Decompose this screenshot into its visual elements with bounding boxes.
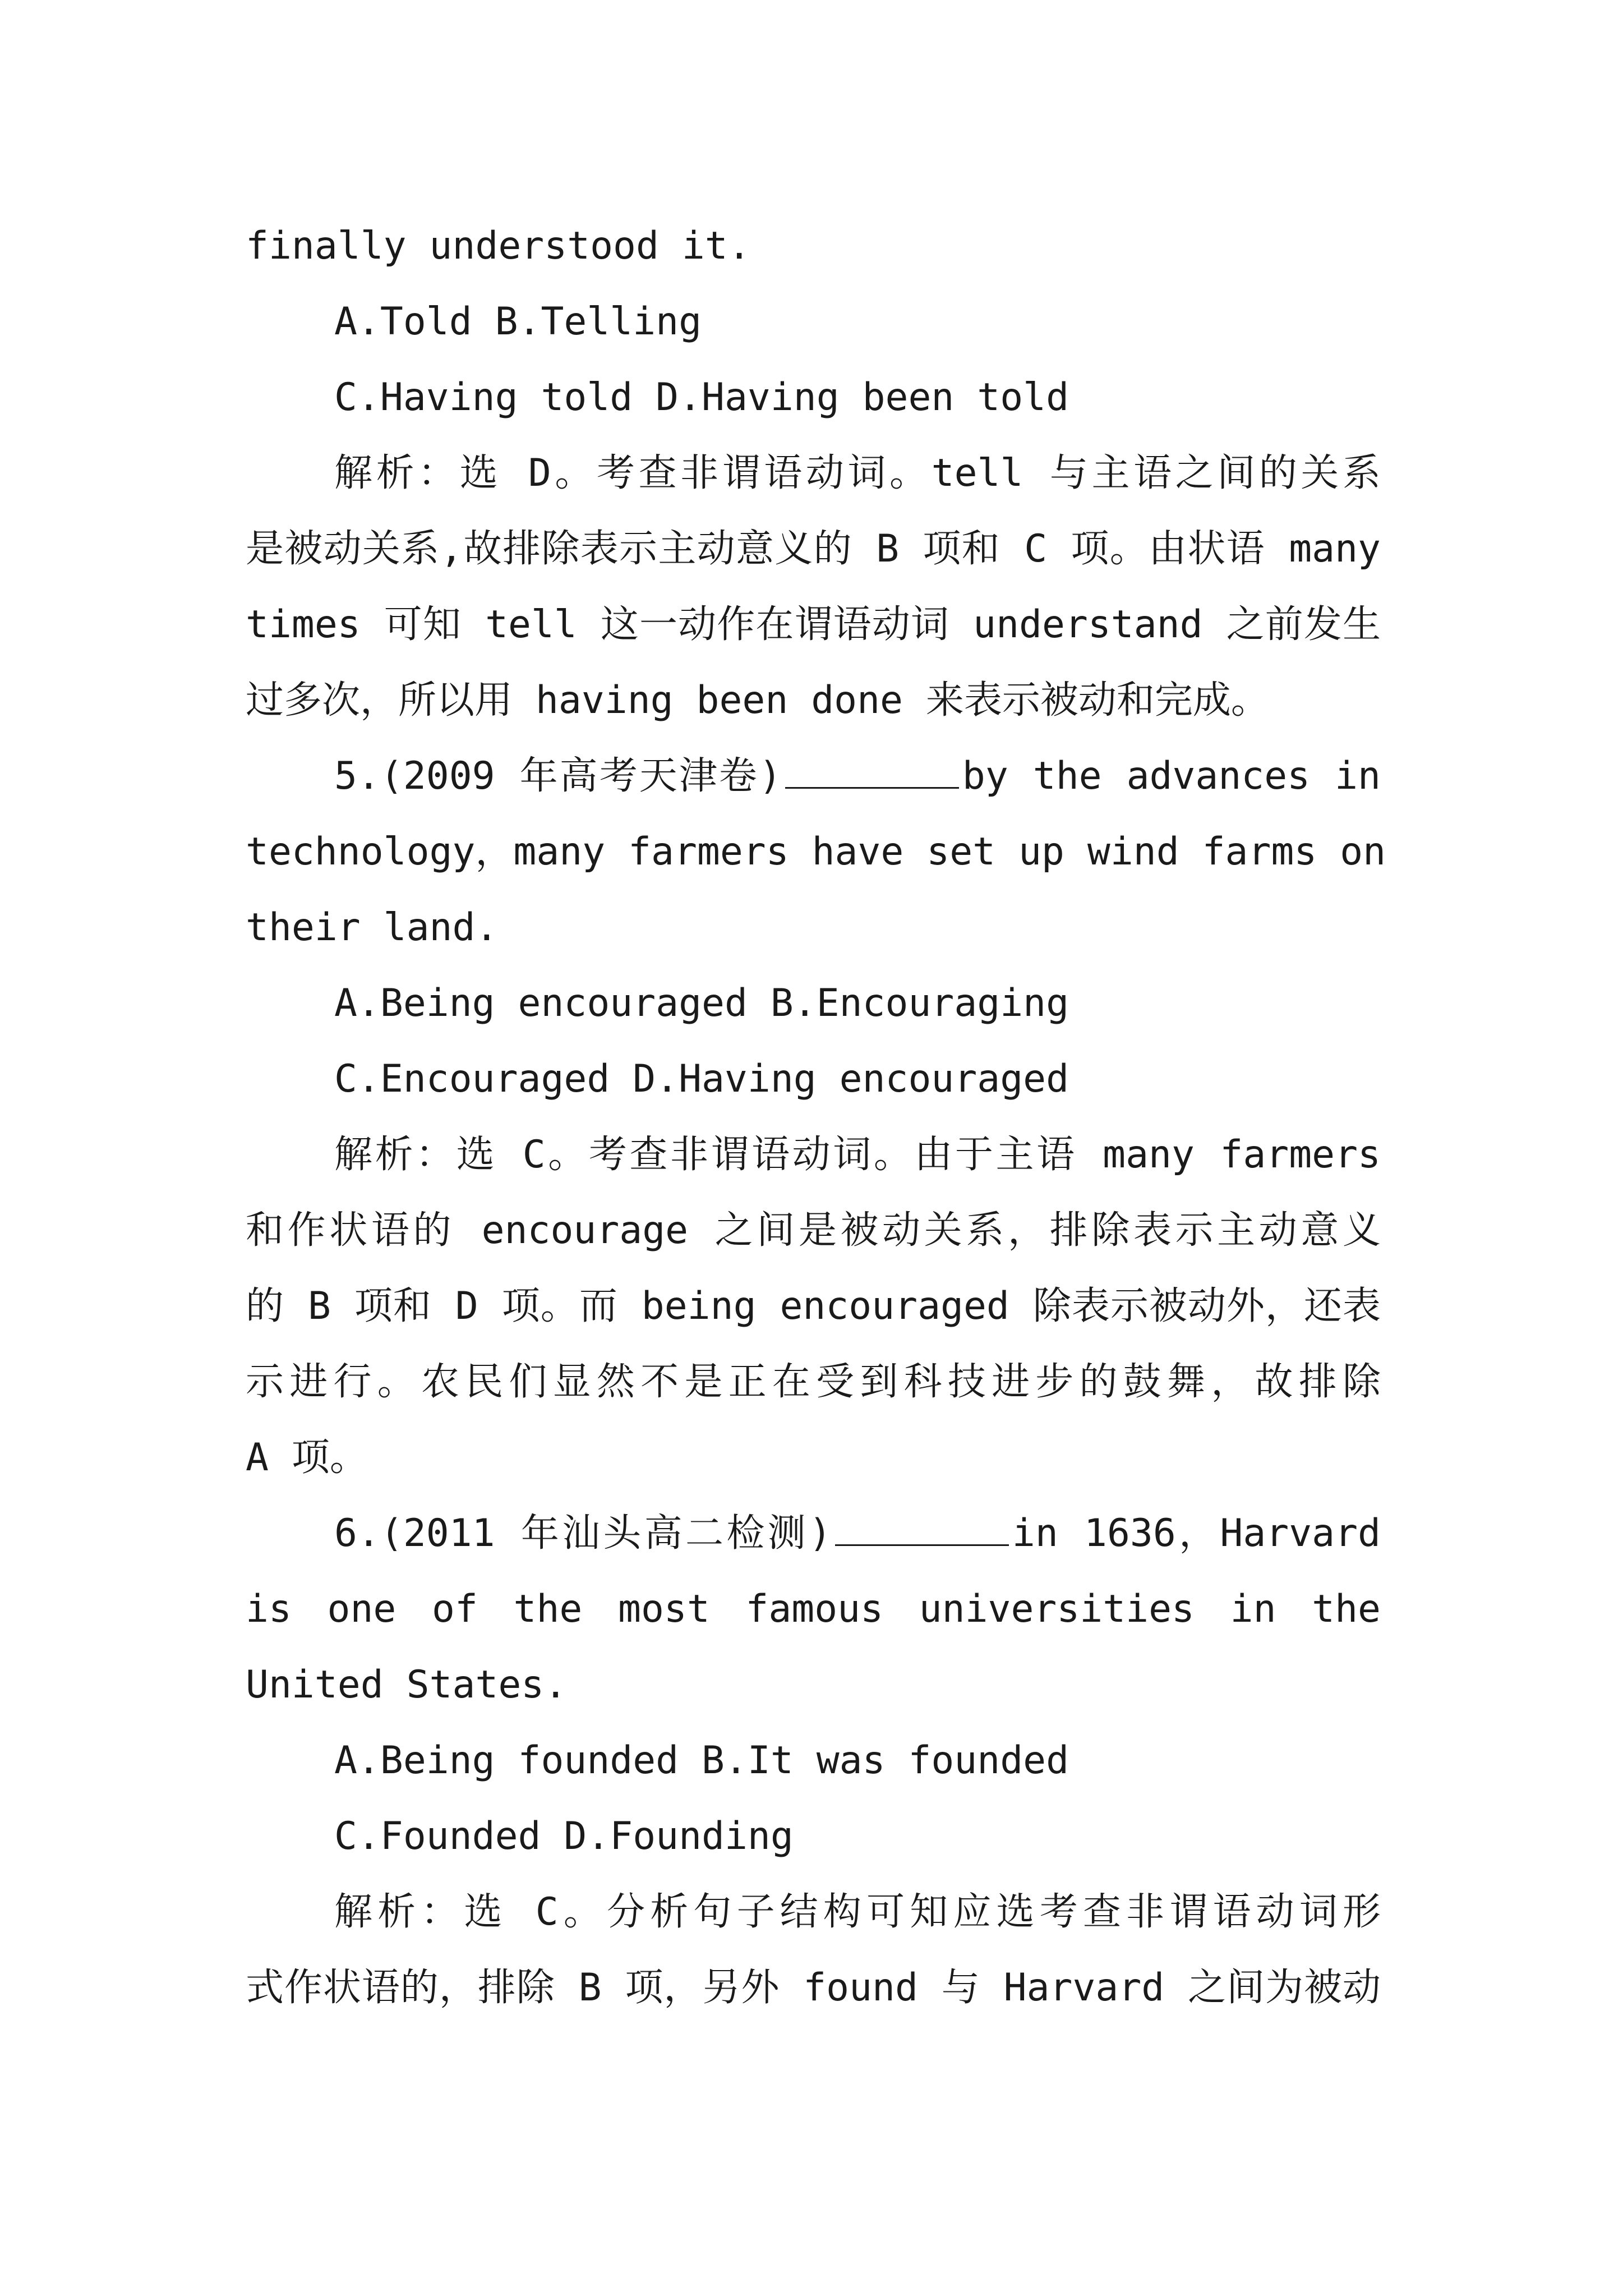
q5-options-cd: C.Encouraged D.Having encouraged — [334, 1057, 1069, 1101]
q4-options-ab: A.Told B.Telling — [334, 300, 702, 344]
q6-stem-rest: in 1636，Harvard — [1012, 1511, 1381, 1556]
q5-answer-blank — [785, 781, 959, 789]
q5-analysis-line-4: 示进行。农民们显然不是正在受到科技进步的鼓舞，故排除 — [246, 1360, 1381, 1404]
q6-analysis-line-1: 解析：选 C。分析句子结构可知应选考查非谓语动词形 — [334, 1890, 1381, 1934]
q5-stem-line-2: technology，many farmers have set up wind farms on — [246, 830, 1386, 874]
q6-options-cd: C.Founded D.Founding — [334, 1814, 794, 1858]
q5-options-ab: A.Being encouraged B.Encouraging — [334, 981, 1069, 1025]
q5-analysis-line-5: A 项。 — [246, 1435, 368, 1480]
q6-stem-line-1 — [334, 1511, 1381, 1556]
q4-analysis-line-2: 是被动关系,故排除表示主动意义的 B 项和 C 项。由状语 many — [246, 527, 1381, 571]
q6-stem-line-2: is one of the most famous universities in the — [246, 1587, 1381, 1631]
q6-stem-line-3: United States. — [246, 1663, 568, 1707]
q6-analysis-line-2: 式作状语的，排除 B 项，另外 found 与 Harvard 之间为被动 — [246, 1966, 1381, 2010]
q6-options-ab: A.Being founded B.It was founded — [334, 1738, 1069, 1783]
q5-source: 5.(2009 年高考天津卷) — [334, 754, 782, 798]
q5-stem-line-3: their land. — [246, 905, 499, 950]
q4-options-cd: C.Having told D.Having been told — [334, 375, 1069, 420]
q5-analysis-line-1: 解析：选 C。考查非谓语动词。由于主语 many farmers — [334, 1133, 1381, 1177]
q4-analysis-line-3: times 可知 tell 这一动作在谓语动词 understand 之前发生 — [246, 602, 1381, 647]
q5-stem-rest: by the advances in — [962, 754, 1381, 798]
q6-answer-blank — [835, 1539, 1009, 1546]
q5-stem-line-1 — [334, 754, 1381, 798]
q6-source: 6.(2011 年汕头高二检测) — [334, 1511, 832, 1556]
q5-analysis-line-3: 的 B 项和 D 项。而 being encouraged 除表示被动外，还表 — [246, 1284, 1381, 1328]
q5-analysis-line-2: 和作状语的 encourage 之间是被动关系，排除表示主动意义 — [246, 1208, 1381, 1253]
q4-analysis-line-1: 解析：选 D。考查非谓语动词。tell 与主语之间的关系 — [334, 451, 1381, 495]
q4-analysis-line-4: 过多次，所以用 having been done 来表示被动和完成。 — [246, 678, 1269, 723]
q4-continuation: finally understood it. — [246, 224, 751, 268]
